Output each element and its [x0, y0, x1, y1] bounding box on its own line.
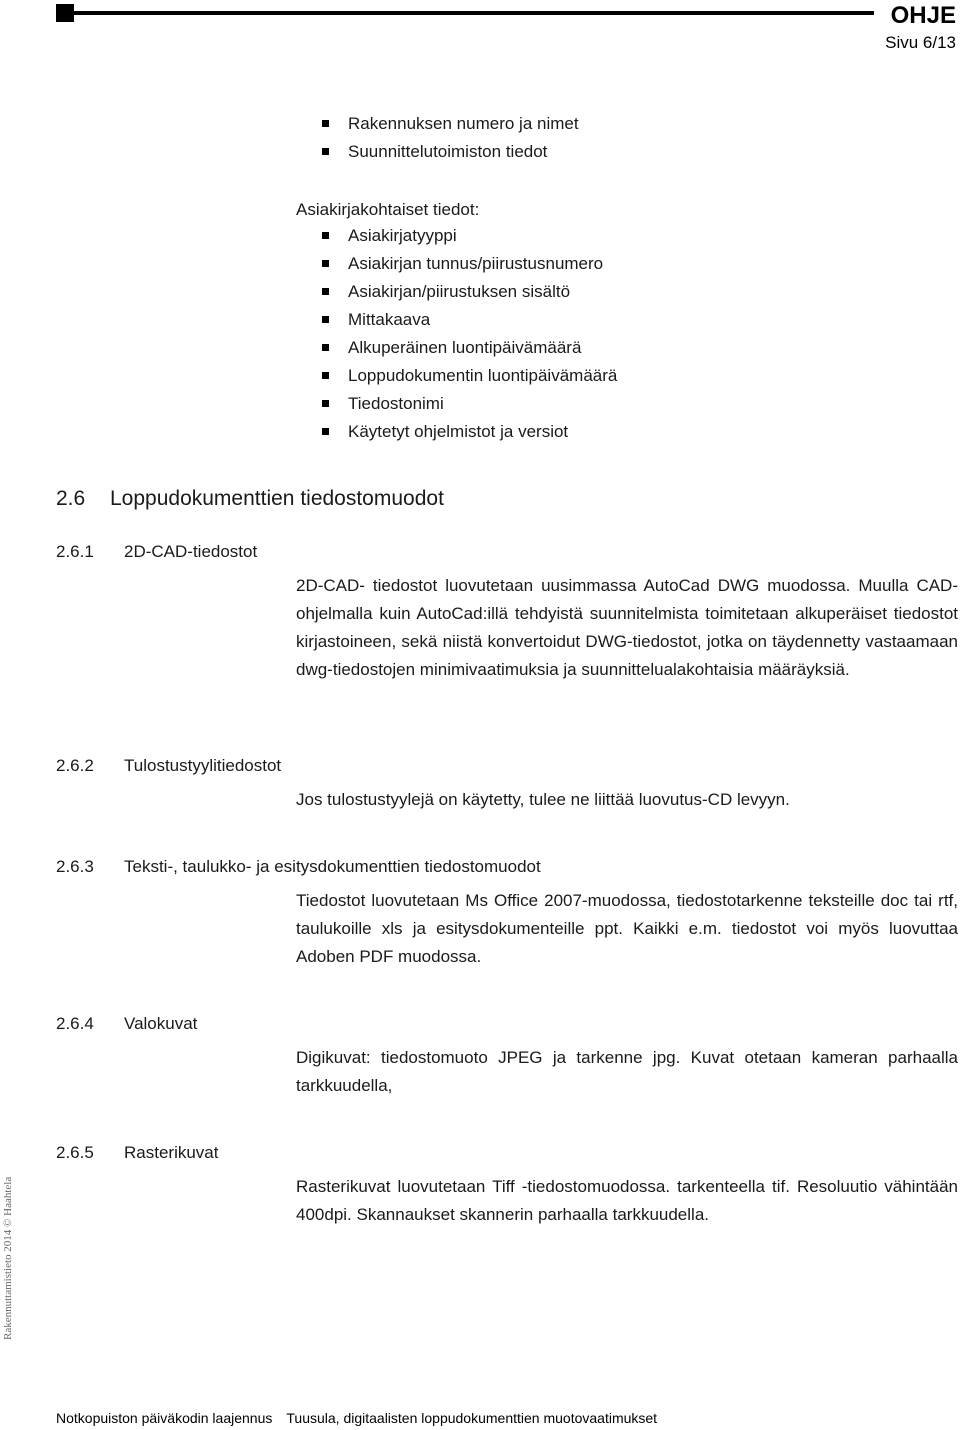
subsection-title: Rasterikuvat: [124, 1143, 219, 1162]
square-bullet-icon: [322, 288, 329, 295]
list-item-label: Rakennuksen numero ja nimet: [348, 114, 579, 133]
section-number: 2.6: [56, 487, 86, 510]
square-bullet-icon: [322, 148, 329, 155]
list-item-label: Suunnittelutoimiston tiedot: [348, 142, 548, 161]
subsection-heading-2-6-3: [56, 853, 541, 881]
subsection-text-2-6-1: 2D-CAD- tiedostot luovutetaan uusimmassa AutoCad DWG muodossa. Muulla CAD-ohjelmalla kuin AutoCad:illä tehdyistä suunnitelmista toimitetaan alkuperäiset tiedostot kirjastoineen, sekä niistä konvertoidut DWG-tiedostot, jotka on täydennetty vastaamaan dwg-tiedostojen minimivaatimuksia ja suunnittelualakohtaisia määräyksiä.: [296, 576, 958, 679]
square-bullet-icon: [322, 428, 329, 435]
subsection-text-2-6-2: Jos tulostustyylejä on käytetty, tulee ne liittää luovutus-CD levyyn.: [296, 790, 790, 809]
list-item: [322, 110, 579, 138]
list-item-label: Loppudokumentin luontipäivämäärä: [348, 366, 618, 385]
list-item-label: Asiakirjan/piirustuksen sisältö: [348, 282, 571, 301]
list-item: [322, 306, 617, 334]
subsection-title: 2D-CAD-tiedostot: [124, 542, 258, 561]
header-square-mark: [56, 4, 74, 22]
list-item-label: Mittakaava: [348, 310, 431, 329]
footer-document-name: Tuusula, digitaalisten loppudokumenttien muotovaatimukset: [286, 1410, 658, 1426]
square-bullet-icon: [322, 372, 329, 379]
copyright-side-note: Rakennuttamistieto 2014 © Haahtela: [2, 1176, 14, 1340]
subsection-text-2-6-5: Rasterikuvat luovutetaan Tiff -tiedostomuodossa. tarkenteella tif. Resoluutio vähintään 400dpi. Skannaukset skannerin parhaalla tarkkuudella.: [296, 1177, 958, 1224]
header-rule: [74, 11, 874, 15]
list-item-label: Käytetyt ohjelmistot ja versiot: [348, 422, 569, 441]
square-bullet-icon: [322, 316, 329, 323]
subsection-number: 2.6.1: [56, 542, 94, 561]
list-item: [322, 250, 617, 278]
list-item: [322, 278, 617, 306]
square-bullet-icon: [322, 120, 329, 127]
subsection-heading-2-6-4: [56, 1010, 197, 1038]
section-heading: [56, 484, 444, 514]
square-bullet-icon: [322, 260, 329, 267]
page-footer: [56, 1410, 657, 1426]
subsection-heading-2-6-2: [56, 752, 281, 780]
subsection-number: 2.6.5: [56, 1143, 94, 1162]
subsection-heading-2-6-5: [56, 1139, 218, 1167]
square-bullet-icon: [322, 400, 329, 407]
page-number: Sivu 6/13: [885, 33, 956, 52]
document-info-caption: Asiakirjakohtaiset tiedot:: [296, 200, 480, 219]
section-title: Loppudokumenttien tiedostomuodot: [110, 487, 444, 510]
subsection-title: Teksti-, taulukko- ja esitysdokumenttien tiedostomuodot: [124, 857, 541, 876]
list-item: [322, 138, 579, 166]
subsection-number: 2.6.4: [56, 1014, 94, 1033]
document-info-list: [322, 222, 617, 446]
list-item: [322, 418, 617, 446]
building-info-list: [322, 110, 579, 166]
subsection-number: 2.6.3: [56, 857, 94, 876]
subsection-title: Tulostustyylitiedostot: [124, 756, 282, 775]
subsection-text-2-6-4: Digikuvat: tiedostomuoto JPEG ja tarkenne jpg. Kuvat otetaan kameran parhaalla tarkkuudella,: [296, 1048, 958, 1095]
subsection-title: Valokuvat: [124, 1014, 198, 1033]
list-item: [322, 222, 617, 250]
subsection-text-2-6-3: Tiedostot luovutetaan Ms Office 2007-muodossa, tiedostotarkenne teksteille doc tai rtf, taulukoille xls ja esitysdokumenteille ppt. Kaikki e.m. tiedostot voi myös luovuttaa Adoben PDF muodossa.: [296, 891, 958, 966]
list-item-label: Asiakirjatyyppi: [348, 226, 457, 245]
list-item-label: Alkuperäinen luontipäivämäärä: [348, 338, 582, 357]
list-item: [322, 334, 617, 362]
list-item-label: Asiakirjan tunnus/piirustusnumero: [348, 254, 604, 273]
footer-project-name: Notkopuiston päiväkodin laajennus: [56, 1410, 273, 1426]
list-item: [322, 362, 617, 390]
square-bullet-icon: [322, 344, 329, 351]
square-bullet-icon: [322, 232, 329, 239]
subsection-heading-2-6-1: [56, 538, 257, 566]
subsection-number: 2.6.2: [56, 756, 94, 775]
document-type-title: OHJE: [890, 2, 956, 29]
list-item-label: Tiedostonimi: [348, 394, 444, 413]
list-item: [322, 390, 617, 418]
